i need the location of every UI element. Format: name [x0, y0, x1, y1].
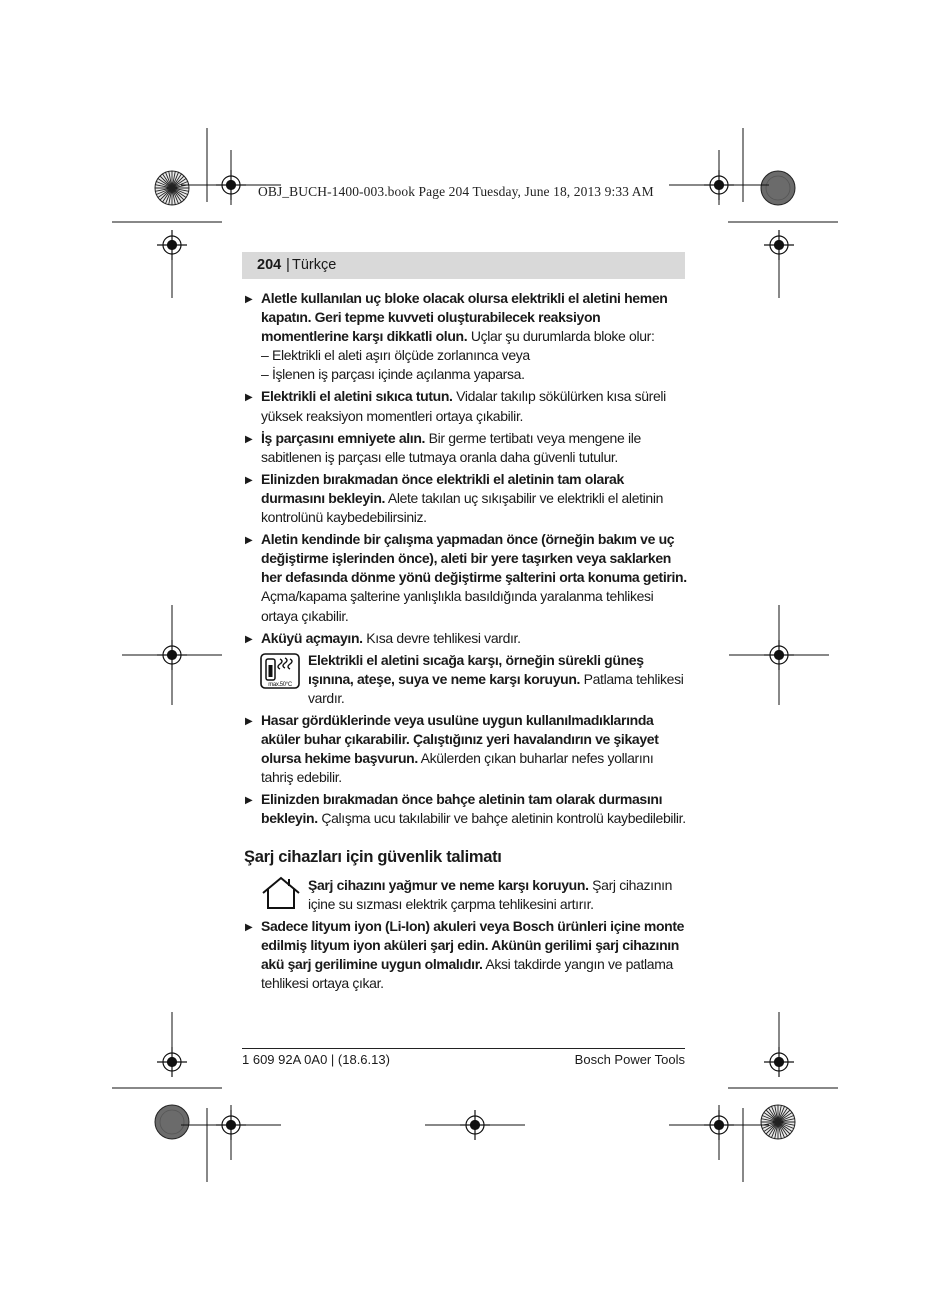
instruction-strong: Elinizden bırakmadan önce elektrikli el aletinin tam olarak durmasını bekleyin.: [261, 470, 624, 506]
instruction-text: Alete takılan uç sıkışabilir ve elektrikli el aletinin kontrolünü kaybedebilirsiniz.: [261, 489, 664, 526]
instruction-text: Bir germe tertibatı veya mengene ile sabitlenen iş parçası elle tutmaya oranla daha güvenli tutulur.: [261, 429, 641, 465]
instruction-strong: Sadece lityum iyon (Li-Ion) akuleri veya Bosch ürünleri içine monte edilmiş lityum iyon aküleri şarj edin. Akünün gerilimi şarj cihazının akü şarj gerilimine uygun olmalıdır.: [261, 917, 685, 972]
page-header-bar: [242, 252, 685, 279]
list-item: [244, 429, 688, 467]
footer-doc-number: 1 609 92A 0A0 | (18.6.13): [242, 1052, 390, 1067]
instruction-strong: İş parçasını emniyete alın.: [261, 429, 426, 446]
list-item: [244, 790, 688, 828]
list-item: [244, 387, 688, 425]
language-label: Türkçe: [292, 257, 337, 273]
page-number: 204: [257, 257, 282, 273]
instruction-strong: Aletle kullanılan uç bloke olacak olursa elektrikli el aletini hemen kapatın. Geri tepme kuvveti oluşturabilecek reaksiyon momentlerine karşı dikkatli olun.: [261, 290, 668, 345]
instruction-strong: Elektrikli el aletini sıcağa karşı, örneğin sürekli güneş ışınına, ateşe, suya ve neme karşı koruyun.: [308, 651, 644, 687]
instruction-text: Aksi takdirde yangın ve patlama tehlikesi ortaya çıkar.: [261, 956, 673, 992]
safety-instructions: [244, 289, 688, 996]
instruction-strong: Aletin kendinde bir çalışma yapmadan önce (örneğin bakım ve uç değiştirme işlerinden önce), aleti bir yere taşırken veya saklarken her defasında dönme yönü değiştirme şalterini orta konuma getirin.: [261, 531, 687, 586]
house-icon: [260, 876, 302, 910]
list-item: [244, 289, 688, 384]
heat-warning-block: [244, 651, 688, 708]
sub-item: – İşlenen iş parçası içinde açılanma yaparsa.: [261, 366, 525, 383]
instruction-strong: Hasar gördüklerinde veya usulüne uygun kullanılmadıklarında aküler buhar çıkarabilir. Çalıştığınız yeri havalandırın ve şikayet olursa hekime başvurun.: [261, 711, 659, 767]
list-item: [244, 530, 688, 625]
instruction-text: Akülerden çıkan buharlar nefes yollarını tahriş edebilir.: [261, 750, 654, 786]
list-item: [244, 629, 688, 648]
heat-warning-icon: [260, 653, 300, 689]
instruction-strong: Elinizden bırakmadan önce bahçe aletinin tam olarak durmasını bekleyin.: [261, 791, 663, 827]
indoor-use-block: [244, 876, 688, 914]
instruction-text: Uçlar şu durumlarda bloke olur:: [467, 328, 655, 345]
print-job-header: OBJ_BUCH-1400-003.book Page 204 Tuesday, June 18, 2013 9:33 AM: [258, 184, 654, 199]
list-item: [244, 917, 688, 993]
instruction-text: Açma/kapama şalterine yanlışlıkla basıldığında yaralanma tehlikesi ortaya çıkabilir.: [261, 588, 654, 624]
instruction-text: Çalışma ucu takılabilir ve bahçe aletinin kontrolü kaybedilebilir.: [317, 810, 686, 827]
list-item: [244, 470, 688, 527]
instruction-text: Şarj cihazının içine su sızması elektrik çarpma tehlikesini artırır.: [308, 876, 673, 912]
sub-item: – Elektrikli el aleti aşırı ölçüde zorlanınca veya: [261, 347, 530, 364]
instruction-strong: Aküyü açmayın.: [261, 629, 363, 646]
instruction-text: Vidalar takılıp sökülürken kısa süreli yüksek reaksiyon momentleri ortaya çıkabilir.: [261, 388, 666, 424]
list-item: [244, 711, 688, 787]
heat-icon-label: max.50°C: [268, 681, 292, 688]
instruction-text: Patlama tehlikesi vardır.: [308, 670, 684, 706]
header-separator: |: [286, 256, 290, 273]
footer-brand: Bosch Power Tools: [574, 1052, 685, 1067]
instruction-strong: Elektrikli el aletini sıkıca tutun.: [261, 388, 453, 405]
instruction-text: Kısa devre tehlikesi vardır.: [362, 629, 521, 646]
instruction-strong: Şarj cihazını yağmur ve neme karşı koruyun.: [308, 876, 589, 893]
footer-rule: [242, 1048, 685, 1049]
section-title: Şarj cihazları için güvenlik talimatı: [244, 847, 502, 866]
